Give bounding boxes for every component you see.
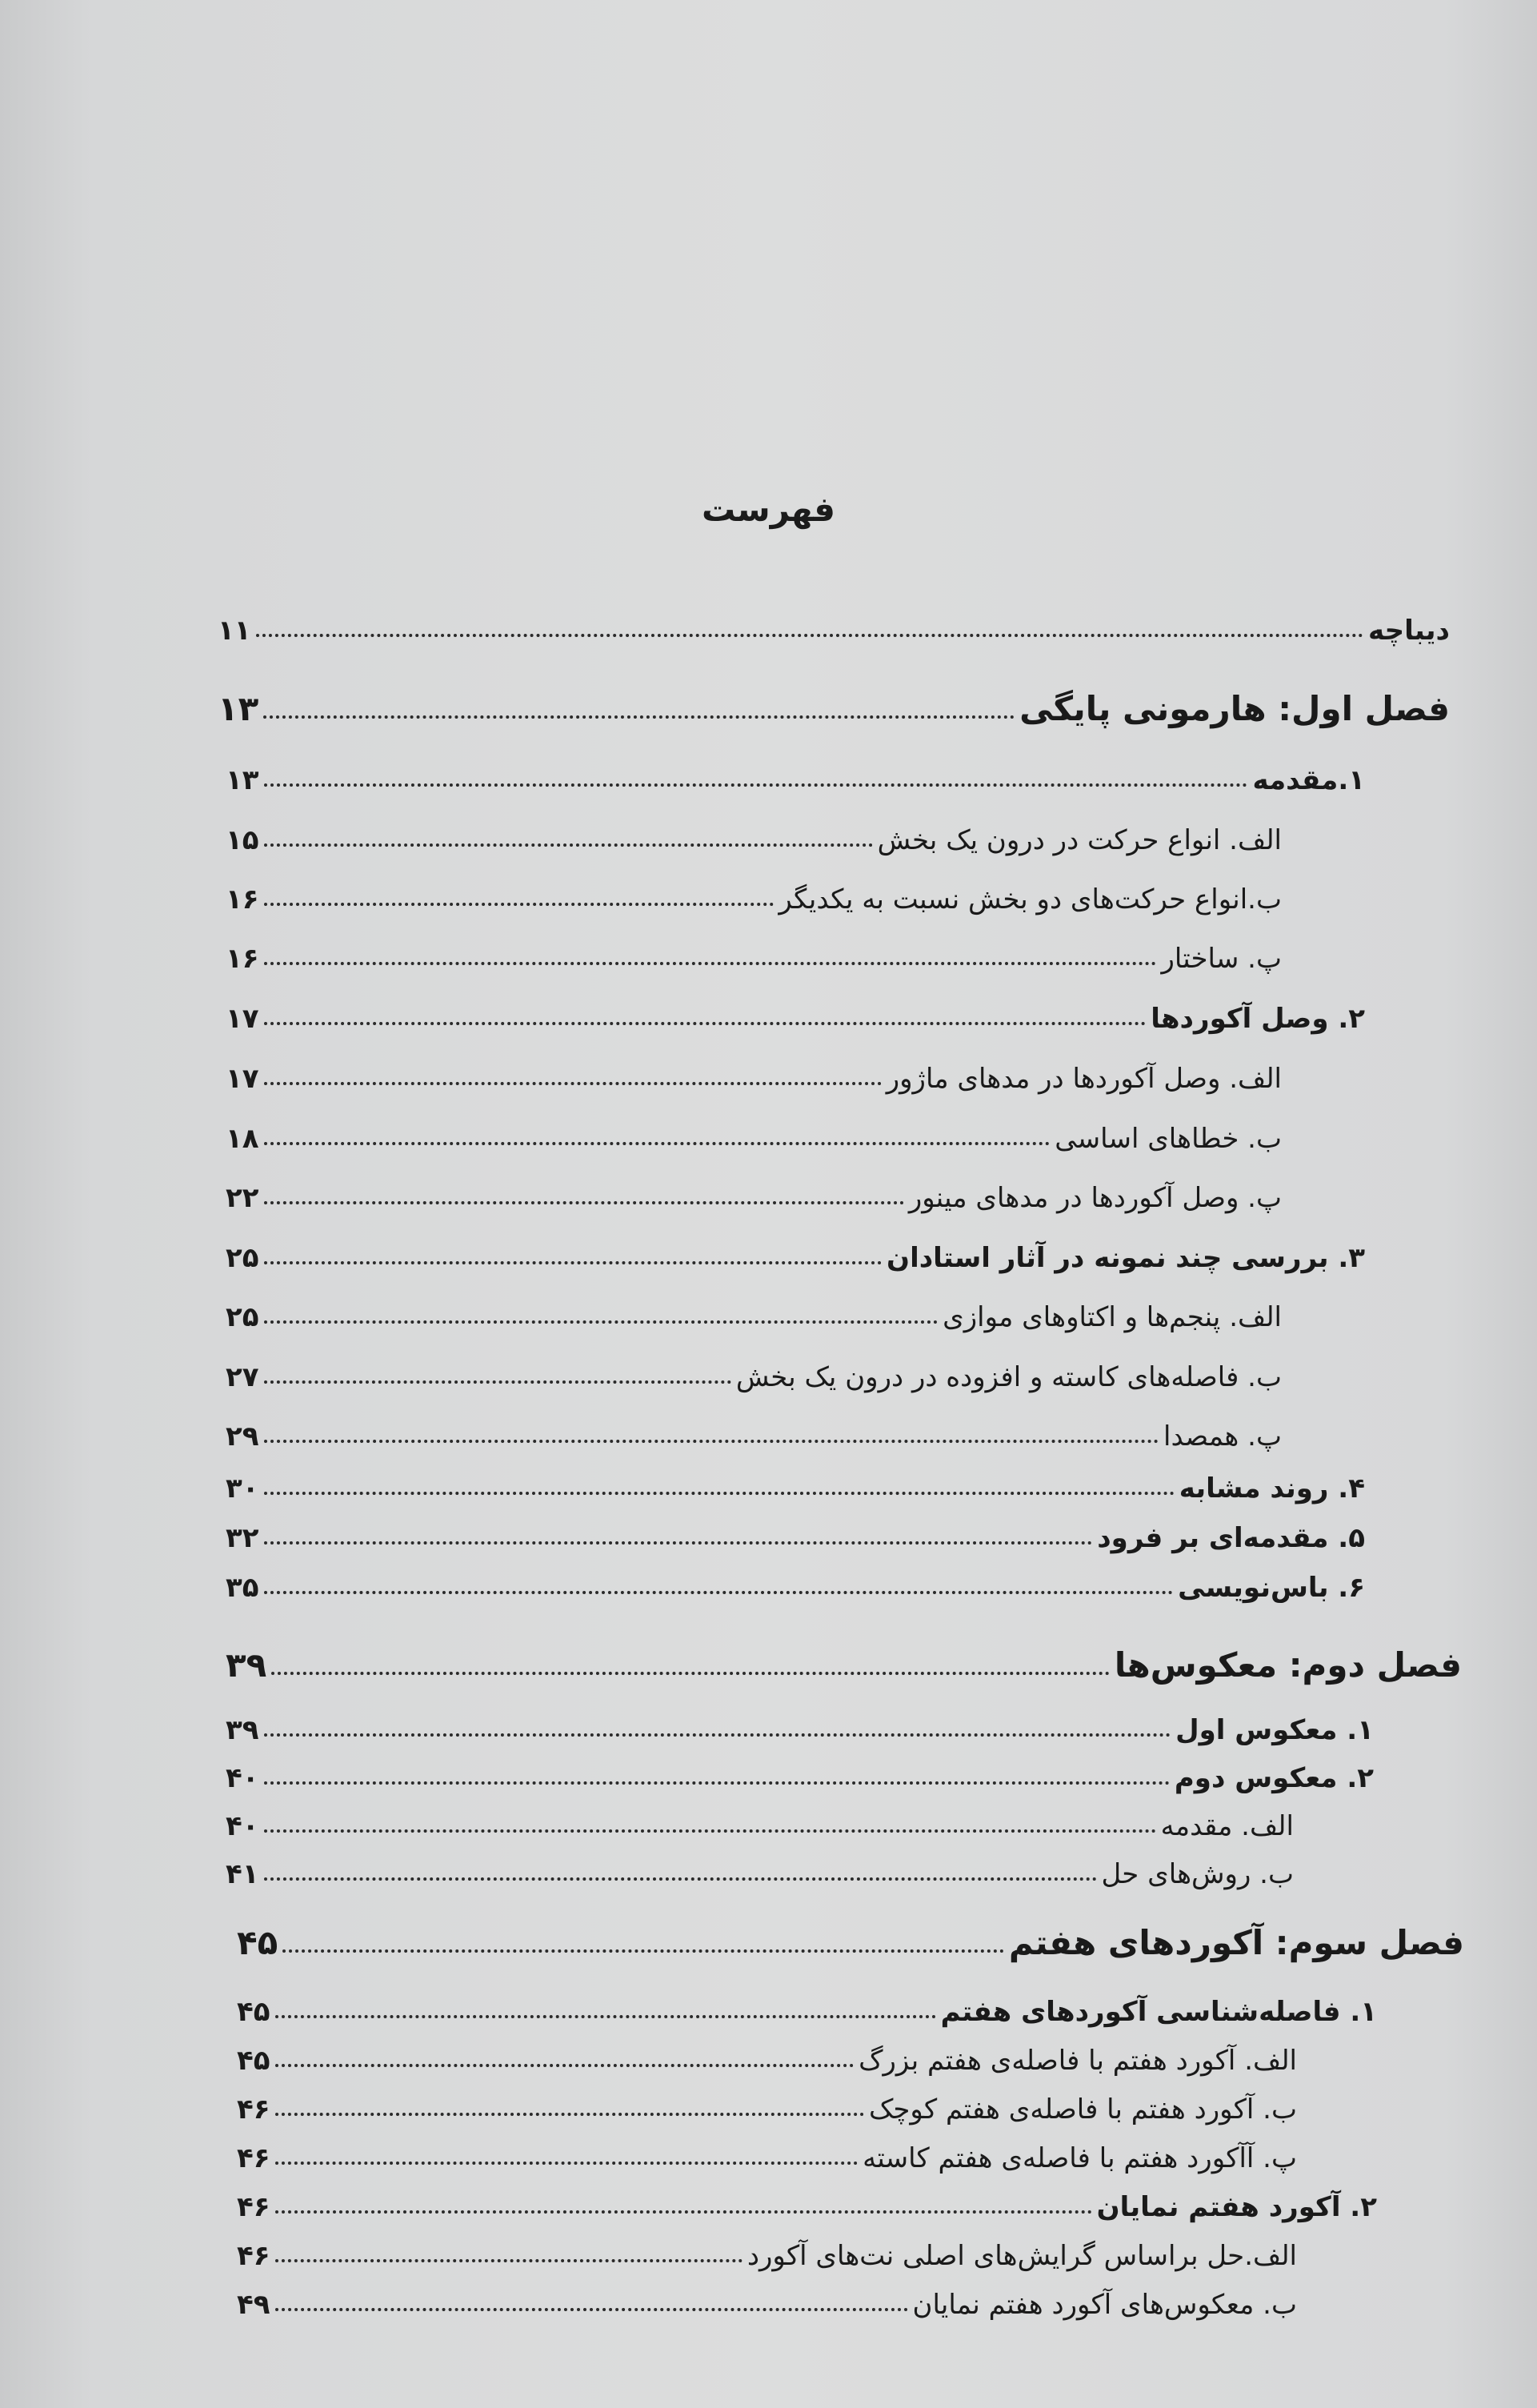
toc-leader [275, 2308, 908, 2311]
toc-label: ۲. آکورد هفتم نمایان [1096, 2191, 1377, 2223]
toc-page-number: ۱۸ [226, 1123, 259, 1155]
toc-entry [226, 816, 1282, 856]
toc-page-number: ۴۰ [226, 1762, 259, 1794]
toc-leader [275, 2210, 1092, 2214]
toc-label: الف.حل براساس گرایش‌های اصلی نت‌های آکورد [746, 2240, 1297, 2272]
toc-page-number: ۴۱ [226, 1858, 259, 1890]
toc-label: ب. خطاهای اساسی [1055, 1123, 1282, 1155]
toc-entry [226, 1802, 1294, 1842]
toc-label: پ. آآکورد هفتم با فاصله‌ی هفتم کاسته [863, 2142, 1297, 2174]
toc-label: ۱. معکوس اول [1175, 1714, 1374, 1746]
toc-label: ب. معکوس‌های آکورد هفتم نمایان [912, 2289, 1297, 2321]
toc-label: ب. روش‌های حل [1101, 1858, 1294, 1890]
toc-entry [226, 1754, 1374, 1794]
toc-entry [226, 1645, 1462, 1685]
toc-entry [237, 2085, 1297, 2126]
toc-page-number: ۴۰ [226, 1810, 259, 1842]
toc-entry [226, 1115, 1282, 1155]
toc-page-number: ۲۲ [226, 1182, 259, 1214]
toc-leader [264, 1492, 1175, 1495]
toc-entry [226, 935, 1282, 975]
toc-entry [226, 1353, 1282, 1393]
toc-entry [237, 2232, 1297, 2272]
toc-page-number: ۴۵ [237, 1923, 278, 1962]
toc-page-number: ۱۳ [218, 689, 259, 728]
toc-page-number: ۳۰ [226, 1472, 259, 1504]
toc-leader [264, 1440, 1159, 1443]
toc-entry [226, 995, 1365, 1035]
toc-label: فصل دوم: معکوس‌ها [1114, 1645, 1462, 1685]
toc-page-number: ۲۵ [226, 1301, 259, 1333]
toc-page-number: ۱۱ [218, 615, 251, 647]
toc-label: ۱. فاصله‌شناسی آکوردهای هفتم [940, 1996, 1377, 2028]
toc-label: فصل اول: هارمونی پایگی [1019, 689, 1450, 728]
toc-label: ۲. معکوس دوم [1174, 1762, 1374, 1794]
toc-page-number: ۱۳ [226, 764, 259, 796]
toc-leader [264, 1733, 1171, 1737]
toc-leader [264, 1261, 883, 1264]
toc-leader [275, 2113, 864, 2116]
toc-label: الف. وصل آکوردها در مدهای ماژور [886, 1063, 1282, 1095]
toc-label: ۳. بررسی چند نمونه در آثار استادان [887, 1242, 1365, 1274]
toc-page-number: ۴۵ [237, 2045, 270, 2077]
toc-entry [237, 2134, 1297, 2174]
toc-label: پ. ساختار [1161, 943, 1282, 975]
toc-leader [264, 1877, 1097, 1881]
toc-entry [237, 2281, 1297, 2321]
toc-page-number: ۲۹ [226, 1420, 259, 1452]
toc-page-number: ۲۷ [226, 1361, 259, 1393]
toc-leader [264, 962, 1157, 965]
toc-page-number: ۳۹ [226, 1714, 259, 1746]
toc-leader [264, 903, 775, 906]
toc-label: ۲. وصل آکوردها [1151, 1003, 1365, 1035]
page-title: فهرست [701, 490, 836, 529]
toc-label: ب. فاصله‌های کاسته و افزوده در درون یک بخش [735, 1361, 1282, 1393]
toc-label: ۴. روند مشابه [1179, 1472, 1365, 1504]
toc-label: دیباچه [1368, 615, 1450, 647]
toc-page-number: ۴۶ [237, 2191, 270, 2223]
toc-entry [226, 1464, 1365, 1504]
toc-label: ۱.مقدمه [1252, 764, 1365, 796]
toc-entry [218, 607, 1450, 647]
toc-leader [264, 1320, 939, 1324]
toc-leader [264, 1022, 1147, 1025]
toc-page-number: ۴۵ [237, 1996, 270, 2028]
toc-leader [264, 783, 1248, 787]
toc-label: ۶. باس‌نویسی [1178, 1572, 1365, 1604]
toc-page-number: ۴۶ [237, 2240, 270, 2272]
toc-leader [271, 1672, 1110, 1675]
toc-leader [263, 715, 1015, 719]
toc-leader [264, 1201, 904, 1204]
toc-entry [226, 1293, 1282, 1333]
toc-page-number: ۱۶ [226, 883, 259, 916]
toc-leader [256, 634, 1364, 637]
toc-entry [237, 2183, 1377, 2223]
toc-entry [226, 1234, 1365, 1274]
toc-entry [226, 1706, 1374, 1746]
toc-label: ب. آکورد هفتم با فاصله‌ی هفتم کوچک [868, 2093, 1297, 2126]
toc-leader [275, 2015, 936, 2018]
toc-page-number: ۳۲ [226, 1522, 259, 1554]
toc-page-number: ۲۵ [226, 1242, 259, 1274]
toc-label: پ. همصدا [1163, 1420, 1282, 1452]
toc-entry [226, 1174, 1282, 1214]
toc-entry [226, 1514, 1365, 1554]
toc-leader [264, 843, 873, 847]
toc-label: پ. وصل آکوردها در مدهای مینور [908, 1182, 1282, 1214]
toc-entry [237, 1988, 1377, 2028]
toc-page-number: ۴۶ [237, 2142, 270, 2174]
toc-entry [226, 756, 1365, 796]
toc-label: ۵. مقدمه‌ای بر فرود [1097, 1522, 1365, 1554]
toc-page-number: ۱۷ [226, 1003, 259, 1035]
toc-leader [264, 1591, 1174, 1594]
toc-leader [282, 1949, 1004, 1953]
toc-leader [275, 2162, 859, 2165]
toc-leader [275, 2259, 742, 2262]
toc-leader [264, 1142, 1051, 1145]
toc-leader [264, 1781, 1170, 1785]
toc-entry [218, 688, 1450, 728]
toc-leader [264, 1541, 1093, 1545]
toc-page-number: ۳۹ [226, 1645, 267, 1685]
toc-leader [264, 1829, 1156, 1833]
toc-page-number: ۳۵ [226, 1572, 259, 1604]
toc-label: الف. انواع حرکت در درون یک بخش [877, 824, 1282, 856]
toc-label: ب.انواع حرکت‌های دو بخش نسبت به یکدیگر [779, 883, 1282, 916]
toc-page-number: ۱۷ [226, 1063, 259, 1095]
toc-label: الف. آکورد هفتم با فاصله‌ی هفتم بزرگ [859, 2045, 1297, 2077]
toc-entry [237, 2037, 1297, 2077]
toc-entry [226, 1412, 1282, 1452]
toc-entry [226, 1055, 1282, 1095]
toc-label: الف. مقدمه [1160, 1810, 1294, 1842]
toc-page-number: ۱۶ [226, 943, 259, 975]
toc-leader [264, 1380, 731, 1384]
toc-label: الف. پنجم‌ها و اکتاوهای موازی [943, 1301, 1282, 1333]
toc-entry [237, 1922, 1464, 1962]
toc-leader [264, 1082, 882, 1085]
toc-page-number: ۴۶ [237, 2093, 270, 2126]
toc-page-number: ۴۹ [237, 2289, 270, 2321]
toc-entry [226, 875, 1282, 916]
toc-page-number: ۱۵ [226, 824, 259, 856]
toc-entry [226, 1850, 1294, 1890]
toc-leader [275, 2064, 855, 2067]
toc-entry [226, 1564, 1365, 1604]
toc-label: فصل سوم: آکوردهای هفتم [1008, 1923, 1464, 1962]
